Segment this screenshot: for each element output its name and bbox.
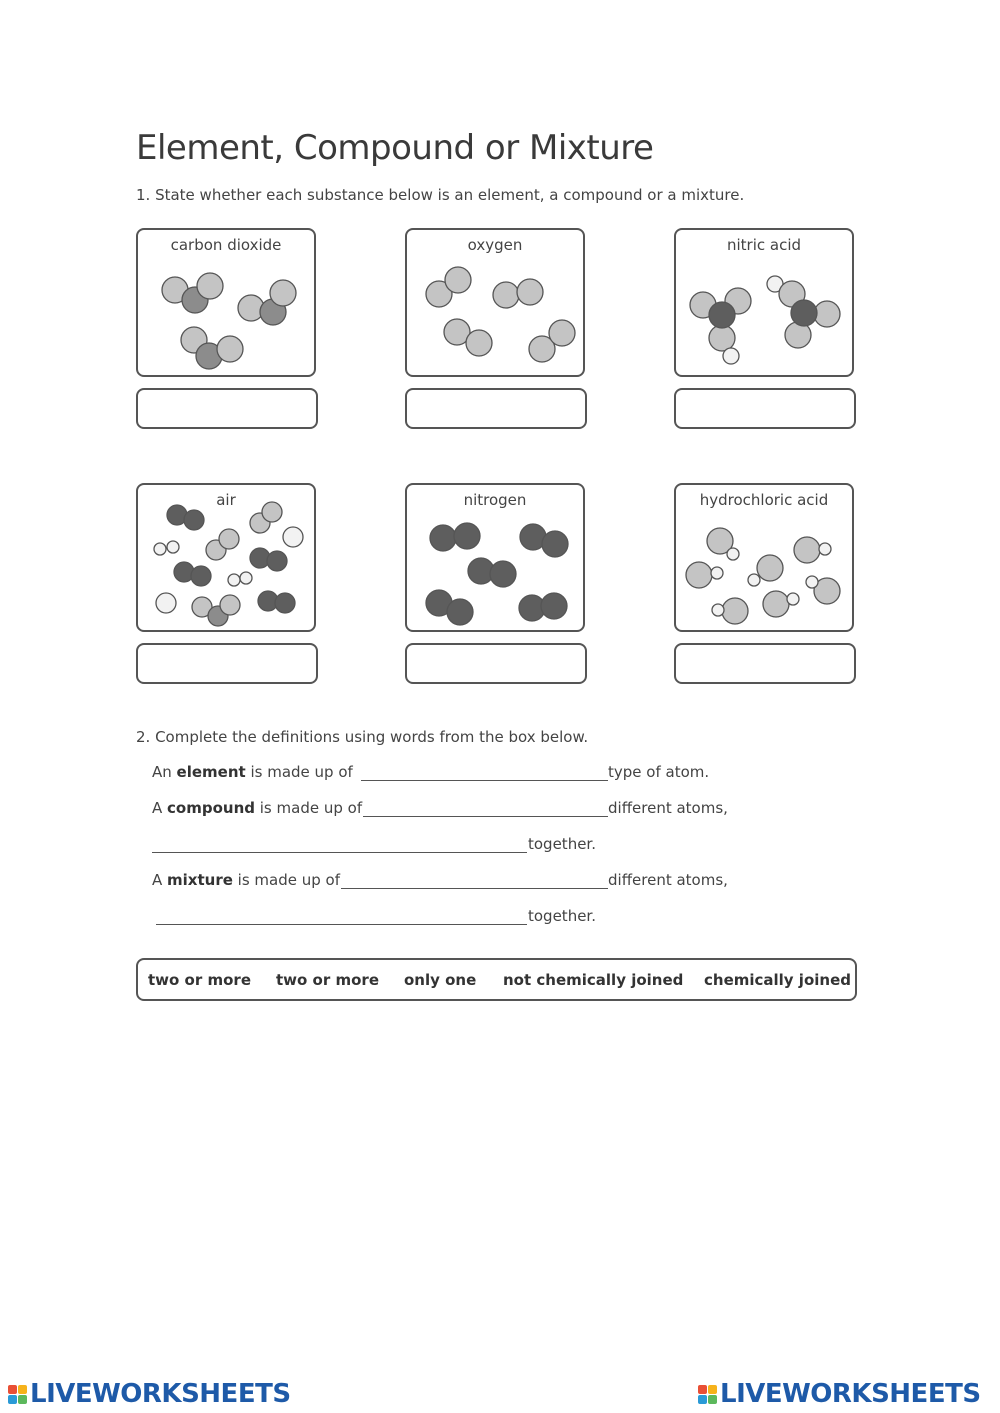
- blank-compound-1[interactable]: [363, 798, 608, 817]
- word-bank-item: not chemically joined: [503, 971, 684, 989]
- definition-mixture-together: together.: [528, 907, 596, 925]
- definition-compound-ending: different atoms,: [608, 799, 728, 817]
- liveworksheets-logo-left: LIVEWORKSHEETS: [8, 1377, 291, 1411]
- definition-compound-intro: A compound is made up of: [152, 799, 363, 817]
- word-bank-item: only one: [404, 971, 477, 989]
- worksheet-title: Element, Compound or Mixture: [136, 128, 654, 168]
- carbon-dioxide-molecules-diagram: [138, 230, 318, 379]
- card-air: [136, 483, 316, 632]
- answer-input-nitrogen[interactable]: [405, 643, 587, 684]
- card-nitrogen: [405, 483, 585, 632]
- term-mixture: mixture: [167, 871, 233, 889]
- answer-input-carbon-dioxide[interactable]: [136, 388, 318, 429]
- answer-input-oxygen[interactable]: [405, 388, 587, 429]
- term-compound: compound: [167, 799, 255, 817]
- word-bank-item: two or more: [276, 971, 379, 989]
- answer-input-hydrochloric-acid[interactable]: [674, 643, 856, 684]
- question-1-prompt: 1. State whether each substance below is an element, a compound or a mixture.: [136, 186, 745, 204]
- card-label-air: air: [216, 491, 236, 509]
- blank-compound-2[interactable]: [152, 834, 527, 853]
- card-oxygen: [405, 228, 585, 377]
- term-element: element: [176, 763, 246, 781]
- nitric-acid-molecules-diagram: [676, 230, 856, 379]
- card-label-nitrogen: nitrogen: [463, 491, 527, 509]
- card-carbon-dioxide: [136, 228, 316, 377]
- air-molecules-diagram: [138, 485, 318, 634]
- definition-mixture-ending: different atoms,: [608, 871, 728, 889]
- blank-mixture-1[interactable]: [341, 870, 608, 889]
- definition-compound-together: together.: [528, 835, 596, 853]
- liveworksheets-mark-icon: [698, 1385, 717, 1404]
- question-2-prompt: 2. Complete the definitions using words from the box below.: [136, 728, 589, 746]
- word-bank-item: chemically joined: [704, 971, 851, 989]
- card-label-nitric-acid: nitric acid: [726, 236, 802, 254]
- oxygen-molecules-diagram: [407, 230, 587, 379]
- blank-element[interactable]: [361, 762, 608, 781]
- definition-mixture-intro: A mixture is made up of: [152, 871, 341, 889]
- hydrochloric-acid-molecules-diagram: [676, 485, 856, 634]
- liveworksheets-logo-right: LIVEWORKSHEETS: [698, 1377, 981, 1411]
- card-label-carbon-dioxide: carbon dioxide: [170, 236, 282, 254]
- word-bank-item: two or more: [148, 971, 251, 989]
- definition-element-intro: An element is made up of: [152, 763, 353, 781]
- liveworksheets-mark-icon: [8, 1385, 27, 1404]
- answer-input-nitric-acid[interactable]: [674, 388, 856, 429]
- card-label-hydrochloric-acid: hydrochloric acid: [699, 491, 829, 509]
- word-bank: [136, 958, 857, 1001]
- card-nitric-acid: [674, 228, 854, 377]
- nitrogen-molecules-diagram: [407, 485, 587, 634]
- blank-mixture-2[interactable]: [156, 906, 527, 925]
- definition-element-ending: type of atom.: [608, 763, 710, 781]
- card-hydrochloric-acid: [674, 483, 854, 632]
- answer-input-air[interactable]: [136, 643, 318, 684]
- card-label-oxygen: oxygen: [467, 236, 523, 254]
